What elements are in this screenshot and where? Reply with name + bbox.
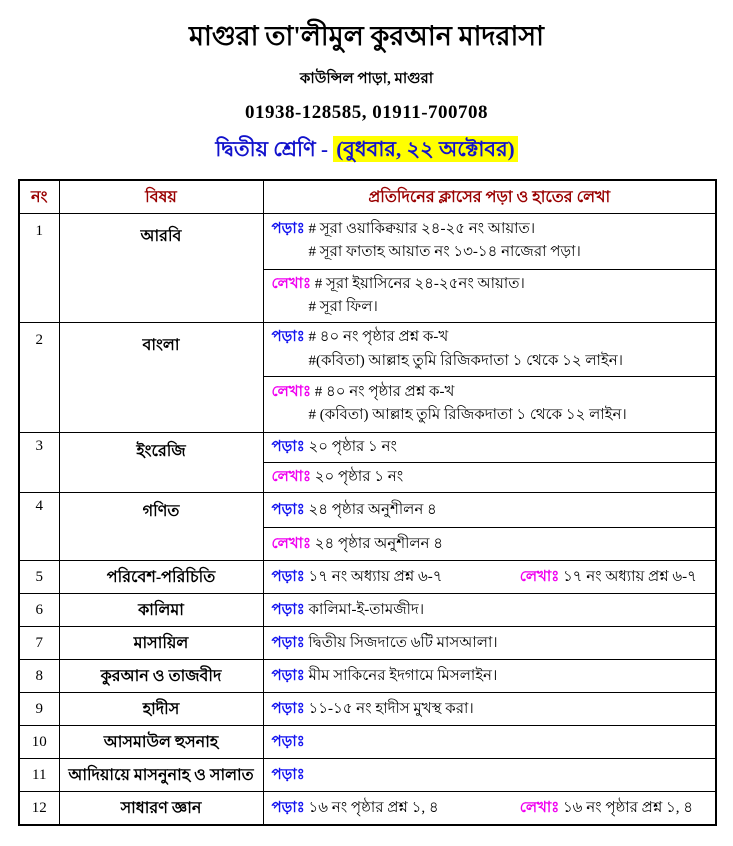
pora-text: ২৪ পৃষ্ঠার অনুশীলন ৪	[308, 501, 437, 518]
lekha-label: লেখাঃ	[519, 799, 560, 816]
row-number: 9	[19, 693, 59, 726]
subject-cell: বাংলা	[59, 323, 263, 433]
pora-label: পড়াঃ	[271, 601, 305, 618]
lesson-cell	[263, 792, 716, 825]
table-row	[19, 432, 716, 462]
table-row	[19, 323, 716, 377]
col-header-number: নং	[19, 180, 59, 213]
document-header	[0, 0, 733, 168]
row-number: 12	[19, 792, 59, 825]
table-row	[19, 594, 716, 627]
lesson-cell	[263, 594, 716, 627]
row-number: 7	[19, 627, 59, 660]
school-address: কাউন্সিল পাড়া, মাগুরা	[299, 71, 434, 88]
table-row	[19, 627, 716, 660]
subject-cell: সাধারণ জ্ঞান	[59, 792, 263, 825]
lesson-cell	[263, 660, 716, 693]
lekha-text: ২৪ পৃষ্ঠার অনুশীলন ৪	[314, 535, 443, 552]
lekha-label: লেখাঃ	[271, 535, 311, 552]
pora-label: পড়াঃ	[271, 568, 305, 585]
lekha-text: ১৬ নং পৃষ্ঠার প্রশ্ন ১, ৪	[562, 799, 694, 816]
subject-cell: মাসায়িল	[59, 627, 263, 660]
subject-cell: হাদীস	[59, 693, 263, 726]
lekha-text: # সূরা ইয়াসিনের ২৪-২৫নং আয়াত।	[314, 275, 525, 292]
pora-label: পড়াঃ	[271, 634, 305, 651]
subject-cell: আরবি	[59, 213, 263, 323]
pora-label: পড়াঃ	[271, 700, 305, 717]
lekha-label: লেখাঃ	[271, 469, 311, 486]
table-row	[19, 693, 716, 726]
lesson-cell	[263, 759, 716, 792]
subject-cell: গণিত	[59, 493, 263, 561]
pora-label: পড়াঃ	[271, 438, 305, 455]
pora-label: পড়াঃ	[271, 799, 305, 816]
pora-text: মীম সাকিনের ইদগামে মিসলাইন।	[308, 667, 498, 684]
row-number: 10	[19, 726, 59, 759]
school-title: মাগুরা তা'লীমুল কুরআন মাদরাসা	[189, 21, 544, 51]
pora-text: কালিমা-ই-তামজীদ।	[308, 601, 425, 618]
pora-label: পড়াঃ	[271, 329, 305, 346]
lekha-text: ১৭ নং অধ্যায় প্রশ্ন ৬-৭	[562, 568, 697, 585]
lekha-cell	[263, 528, 716, 561]
lekha-cell	[263, 463, 716, 493]
lekha-label: লেখাঃ	[271, 275, 311, 292]
lekha-text-2: # (কবিতা) আল্লাহ তুমি রিজিকদাতা ১ থেকে ১২ লাইন।	[308, 407, 627, 424]
row-number: 4	[19, 493, 59, 561]
pora-label: পড়াঃ	[271, 766, 305, 783]
table-row	[19, 759, 716, 792]
table-row	[19, 561, 716, 594]
pora-text: # সূরা ওয়াকিক্বয়ার ২৪-২৫ নং আয়াত।	[308, 221, 536, 238]
subject-cell: ইংরেজি	[59, 432, 263, 493]
table-row	[19, 726, 716, 759]
pora-label: পড়াঃ	[271, 667, 305, 684]
table-row	[19, 660, 716, 693]
subject-cell: আদিয়ায়ে মাসনুনাহ ও সালাত	[59, 759, 263, 792]
date-highlight: (বুধবার, ২২ অক্টোবর)	[333, 136, 517, 162]
col-header-subject: বিষয়	[59, 180, 263, 213]
row-number: 6	[19, 594, 59, 627]
lekha-label: লেখাঃ	[271, 384, 311, 401]
pora-label: পড়াঃ	[271, 733, 305, 750]
class-date-line	[0, 133, 733, 168]
lesson-cell	[263, 693, 716, 726]
class-name: দ্বিতীয় শ্রেণি -	[215, 137, 328, 162]
pora-label: পড়াঃ	[271, 221, 305, 238]
phone-numbers: 01938-128585, 01911-700708	[244, 102, 489, 124]
subject-cell: কালিমা	[59, 594, 263, 627]
pora-text: দ্বিতীয় সিজদাতে ৬টি মাসআলা।	[308, 634, 498, 651]
lekha-label: লেখাঃ	[519, 568, 560, 585]
pora-text: ১৬ নং পৃষ্ঠার প্রশ্ন ১, ৪	[308, 799, 439, 816]
pora-cell	[263, 432, 716, 462]
row-number: 1	[19, 213, 59, 323]
pora-text: ১৭ নং অধ্যায় প্রশ্ন ৬-৭	[308, 568, 443, 585]
pora-cell	[263, 323, 716, 377]
pora-text-2: # সূরা ফাতাহ আয়াত নং ১৩-১৪ নাজেরা পড়া।	[308, 244, 581, 261]
lekha-text: ২০ পৃষ্ঠার ১ নং	[314, 469, 404, 486]
table-row	[19, 213, 716, 269]
pora-text: ২০ পৃষ্ঠার ১ নং	[308, 438, 397, 455]
row-number: 8	[19, 660, 59, 693]
pora-text-2: #(কবিতা) আল্লাহ তুমি রিজিকদাতা ১ থেকে ১২ লাইন।	[308, 352, 624, 369]
lesson-cell	[263, 726, 716, 759]
row-number: 5	[19, 561, 59, 594]
pora-label: পড়াঃ	[271, 501, 305, 518]
pora-text: # ৪০ নং পৃষ্ঠার প্রশ্ন ক-খ	[308, 329, 449, 346]
pora-cell	[263, 493, 716, 528]
pora-text: ১১-১৫ নং হাদীস মুখস্থ করা।	[308, 700, 474, 717]
lekha-cell	[263, 376, 716, 432]
lesson-cell	[263, 561, 716, 594]
lekha-cell	[263, 269, 716, 323]
row-number: 3	[19, 432, 59, 493]
subject-cell: কুরআন ও তাজবীদ	[59, 660, 263, 693]
row-number: 2	[19, 323, 59, 433]
lekha-text-2: # সূরা ফিল।	[308, 299, 378, 316]
subject-cell: আসমাউল হুসনাহ	[59, 726, 263, 759]
lesson-table	[18, 179, 717, 826]
table-header-row	[19, 180, 716, 213]
pora-cell	[263, 213, 716, 269]
subject-cell: পরিবেশ-পরিচিতি	[59, 561, 263, 594]
row-number: 11	[19, 759, 59, 792]
table-row	[19, 493, 716, 528]
table-row	[19, 792, 716, 825]
col-header-lessons: প্রতিদিনের ক্লাসের পড়া ও হাতের লেখা	[263, 180, 716, 213]
lesson-cell	[263, 627, 716, 660]
lekha-text: # ৪০ নং পৃষ্ঠার প্রশ্ন ক-খ	[314, 384, 455, 401]
